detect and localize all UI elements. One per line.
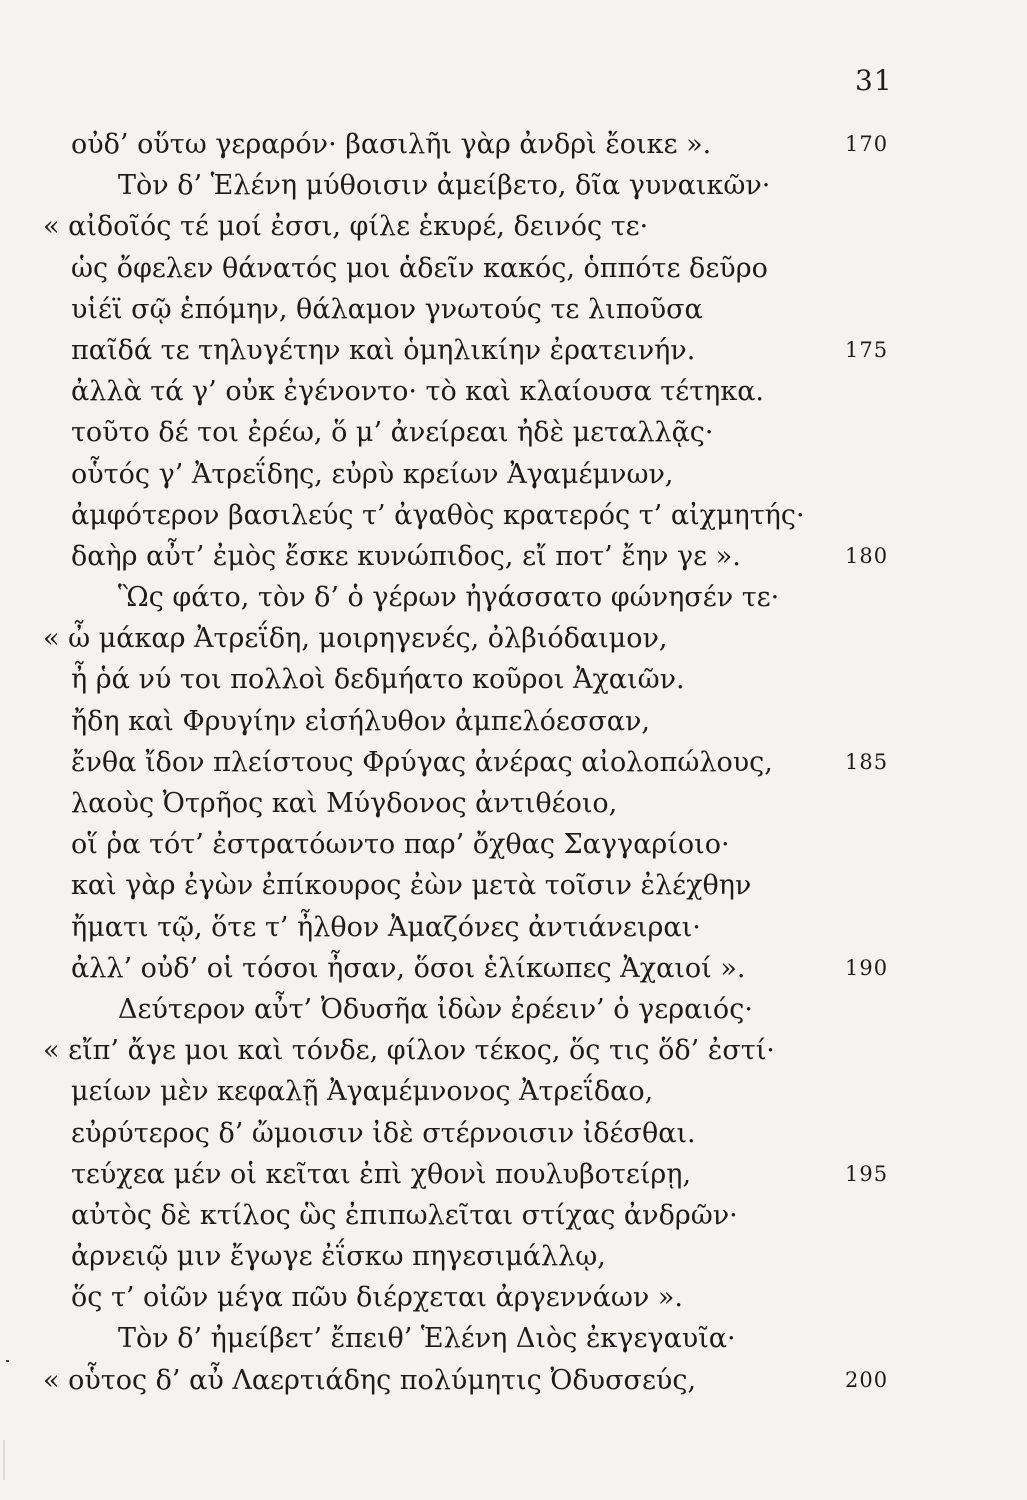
verse-line xyxy=(0,783,1027,824)
verse-line xyxy=(0,742,1027,783)
verse-line xyxy=(0,412,1027,453)
verse-line xyxy=(0,618,1027,659)
verse-line xyxy=(0,865,1027,906)
verse-line xyxy=(0,495,1027,536)
line-number: 185 xyxy=(845,749,889,774)
verse-text: αὐτὸς δὲ κτίλος ὣς ἐπιπωλεῖται στίχας ἀνδρῶν· xyxy=(71,1199,738,1231)
verse-line xyxy=(0,989,1027,1030)
verse-text: « ὦ μάκαρ Ἀτρεΐδη, μοιρηγενές, ὀλβιόδαιμον, xyxy=(43,623,668,655)
verse-text: ἀρνειῷ μιν ἔγωγε ἐΐσκω πηγεσιμάλλῳ, xyxy=(71,1241,606,1273)
verse-text: δαὴρ αὖτ’ ἐμὸς ἔσκε κυνώπιδος, εἴ ποτ’ ἔην γε ». xyxy=(71,540,741,572)
verse-line xyxy=(0,1071,1027,1112)
line-number: 200 xyxy=(845,1367,889,1392)
verse-line xyxy=(0,1113,1027,1154)
verse-line xyxy=(0,1195,1027,1236)
verse-text: παῖδά τε τηλυγέτην καὶ ὁμηλικίην ἐρατεινήν. xyxy=(71,334,696,366)
verse-text: τεύχεα μέν οἱ κεῖται ἐπὶ χθονὶ πουλυβοτείρῃ, xyxy=(71,1158,692,1190)
verse-text: Τὸν δ’ Ἑλένη μύθοισιν ἀμείβετο, δῖα γυναικῶν· xyxy=(118,170,771,202)
verse-text: ὅς τ’ οἰῶν μέγα πῶυ διέρχεται ἀργεννάων ». xyxy=(71,1282,683,1314)
verse-line xyxy=(0,206,1027,247)
line-number: 170 xyxy=(845,132,889,156)
verse-text: Δεύτερον αὖτ’ Ὀδυσῆα ἰδὼν ἐρέειν’ ὁ γεραιός· xyxy=(118,993,753,1025)
verse-text: εὐρύτερος δ’ ὤμοισιν ἰδὲ στέρνοισιν ἰδέσθαι. xyxy=(71,1117,696,1149)
line-number: 190 xyxy=(845,955,889,980)
verse-text: Ὣς φάτο, τὸν δ’ ὁ γέρων ἠγάσσατο φώνησέν τε· xyxy=(118,582,780,614)
verse-text: ἦ ῥά νύ τοι πολλοὶ δεδμήατο κοῦροι Ἀχαιῶν. xyxy=(71,664,685,696)
verse-line xyxy=(0,330,1027,371)
verse-text: ἔνθα ἴδον πλείστους Φρύγας ἀνέρας αἰολοπώλους, xyxy=(71,746,773,778)
verse-text: ὡς ὄφελεν θάνατός μοι ἁδεῖν κακός, ὁππότε δεῦρο xyxy=(71,252,768,284)
line-number: 175 xyxy=(845,337,889,362)
verse-line xyxy=(0,577,1027,618)
verse-line xyxy=(0,1030,1027,1071)
verse-line xyxy=(0,1277,1027,1318)
verse-text: « αἰδοῖός τέ μοί ἐσσι, φίλε ἑκυρέ, δεινός τε· xyxy=(43,211,649,243)
edge-mark xyxy=(6,1360,9,1362)
verse-text: ἤδη καὶ Φρυγίην εἰσήλυθον ἀμπελόεσσαν, xyxy=(71,705,650,737)
verse-line xyxy=(0,1360,1027,1401)
edge-shadow xyxy=(3,1440,5,1480)
verse-line xyxy=(0,248,1027,289)
verse-line xyxy=(0,1154,1027,1195)
verse-line xyxy=(0,948,1027,989)
verse-text: υἱέϊ σῷ ἑπόμην, θάλαμον γνωτούς τε λιποῦσα xyxy=(71,293,703,325)
verse-text: τοῦτο δέ τοι ἐρέω, ὅ μ’ ἀνείρεαι ἠδὲ μεταλλᾷς· xyxy=(71,417,714,449)
verse-line xyxy=(0,907,1027,948)
verse-text: « οὗτος δ’ αὖ Λαερτιάδης πολύμητις Ὀδυσσεύς, xyxy=(43,1364,697,1396)
verse-line xyxy=(0,165,1027,206)
verse-text: ἤματι τῷ, ὅτε τ’ ἦλθον Ἀμαζόνες ἀντιάνειραι· xyxy=(71,911,701,943)
verse-text: οὐδ’ οὕτω γεραρόν· βασιλῆι γὰρ ἀνδρὶ ἔοικε ». xyxy=(71,129,712,160)
verse-line xyxy=(0,124,1027,165)
verse-text: « εἴπ’ ἄγε μοι καὶ τόνδε, φίλον τέκος, ὅς τις ὅδ’ ἐστί· xyxy=(43,1035,775,1067)
verse-text: ἀμφότερον βασιλεύς τ’ ἀγαθὸς κρατερός τ’ αἰχμητής· xyxy=(71,499,805,531)
verse-line xyxy=(0,659,1027,700)
verse-text: ἀλλὰ τά γ’ οὐκ ἐγένοντο· τὸ καὶ κλαίουσα τέτηκα. xyxy=(71,376,765,408)
verse-text: ἀλλ’ οὐδ’ οἱ τόσοι ἦσαν, ὅσοι ἑλίκωπες Ἀχαιοί ». xyxy=(71,952,746,984)
line-number: 195 xyxy=(845,1161,889,1186)
verse-line xyxy=(0,371,1027,412)
verse-line xyxy=(0,454,1027,495)
verse-line xyxy=(0,701,1027,742)
verse-text: Τὸν δ’ ἠμείβετ’ ἔπειθ’ Ἑλένη Διὸς ἐκγεγαυῖα· xyxy=(118,1323,736,1355)
verse-text: λαοὺς Ὀτρῆος καὶ Μύγδονος ἀντιθέοιο, xyxy=(71,788,618,819)
verse-line xyxy=(0,1318,1027,1359)
verse-text: οἵ ῥα τότ’ ἐστρατόωντο παρ’ ὄχθας Σαγγαρίοιο· xyxy=(71,829,730,861)
verse-line xyxy=(0,289,1027,330)
verse-line xyxy=(0,824,1027,865)
verse-text: καὶ γὰρ ἐγὼν ἐπίκουρος ἐὼν μετὰ τοῖσιν ἐλέχθην xyxy=(71,870,752,902)
verse-line xyxy=(0,1236,1027,1277)
verse-line xyxy=(0,536,1027,577)
line-number: 180 xyxy=(845,543,889,568)
verse-block xyxy=(0,124,1027,1401)
verse-text: οὗτός γ’ Ἀτρεΐδης, εὐρὺ κρείων Ἀγαμέμνων, xyxy=(71,458,674,490)
page-number: 31 xyxy=(855,64,893,97)
verse-text: μείων μὲν κεφαλῇ Ἀγαμέμνονος Ἀτρεΐδαο, xyxy=(71,1076,654,1108)
